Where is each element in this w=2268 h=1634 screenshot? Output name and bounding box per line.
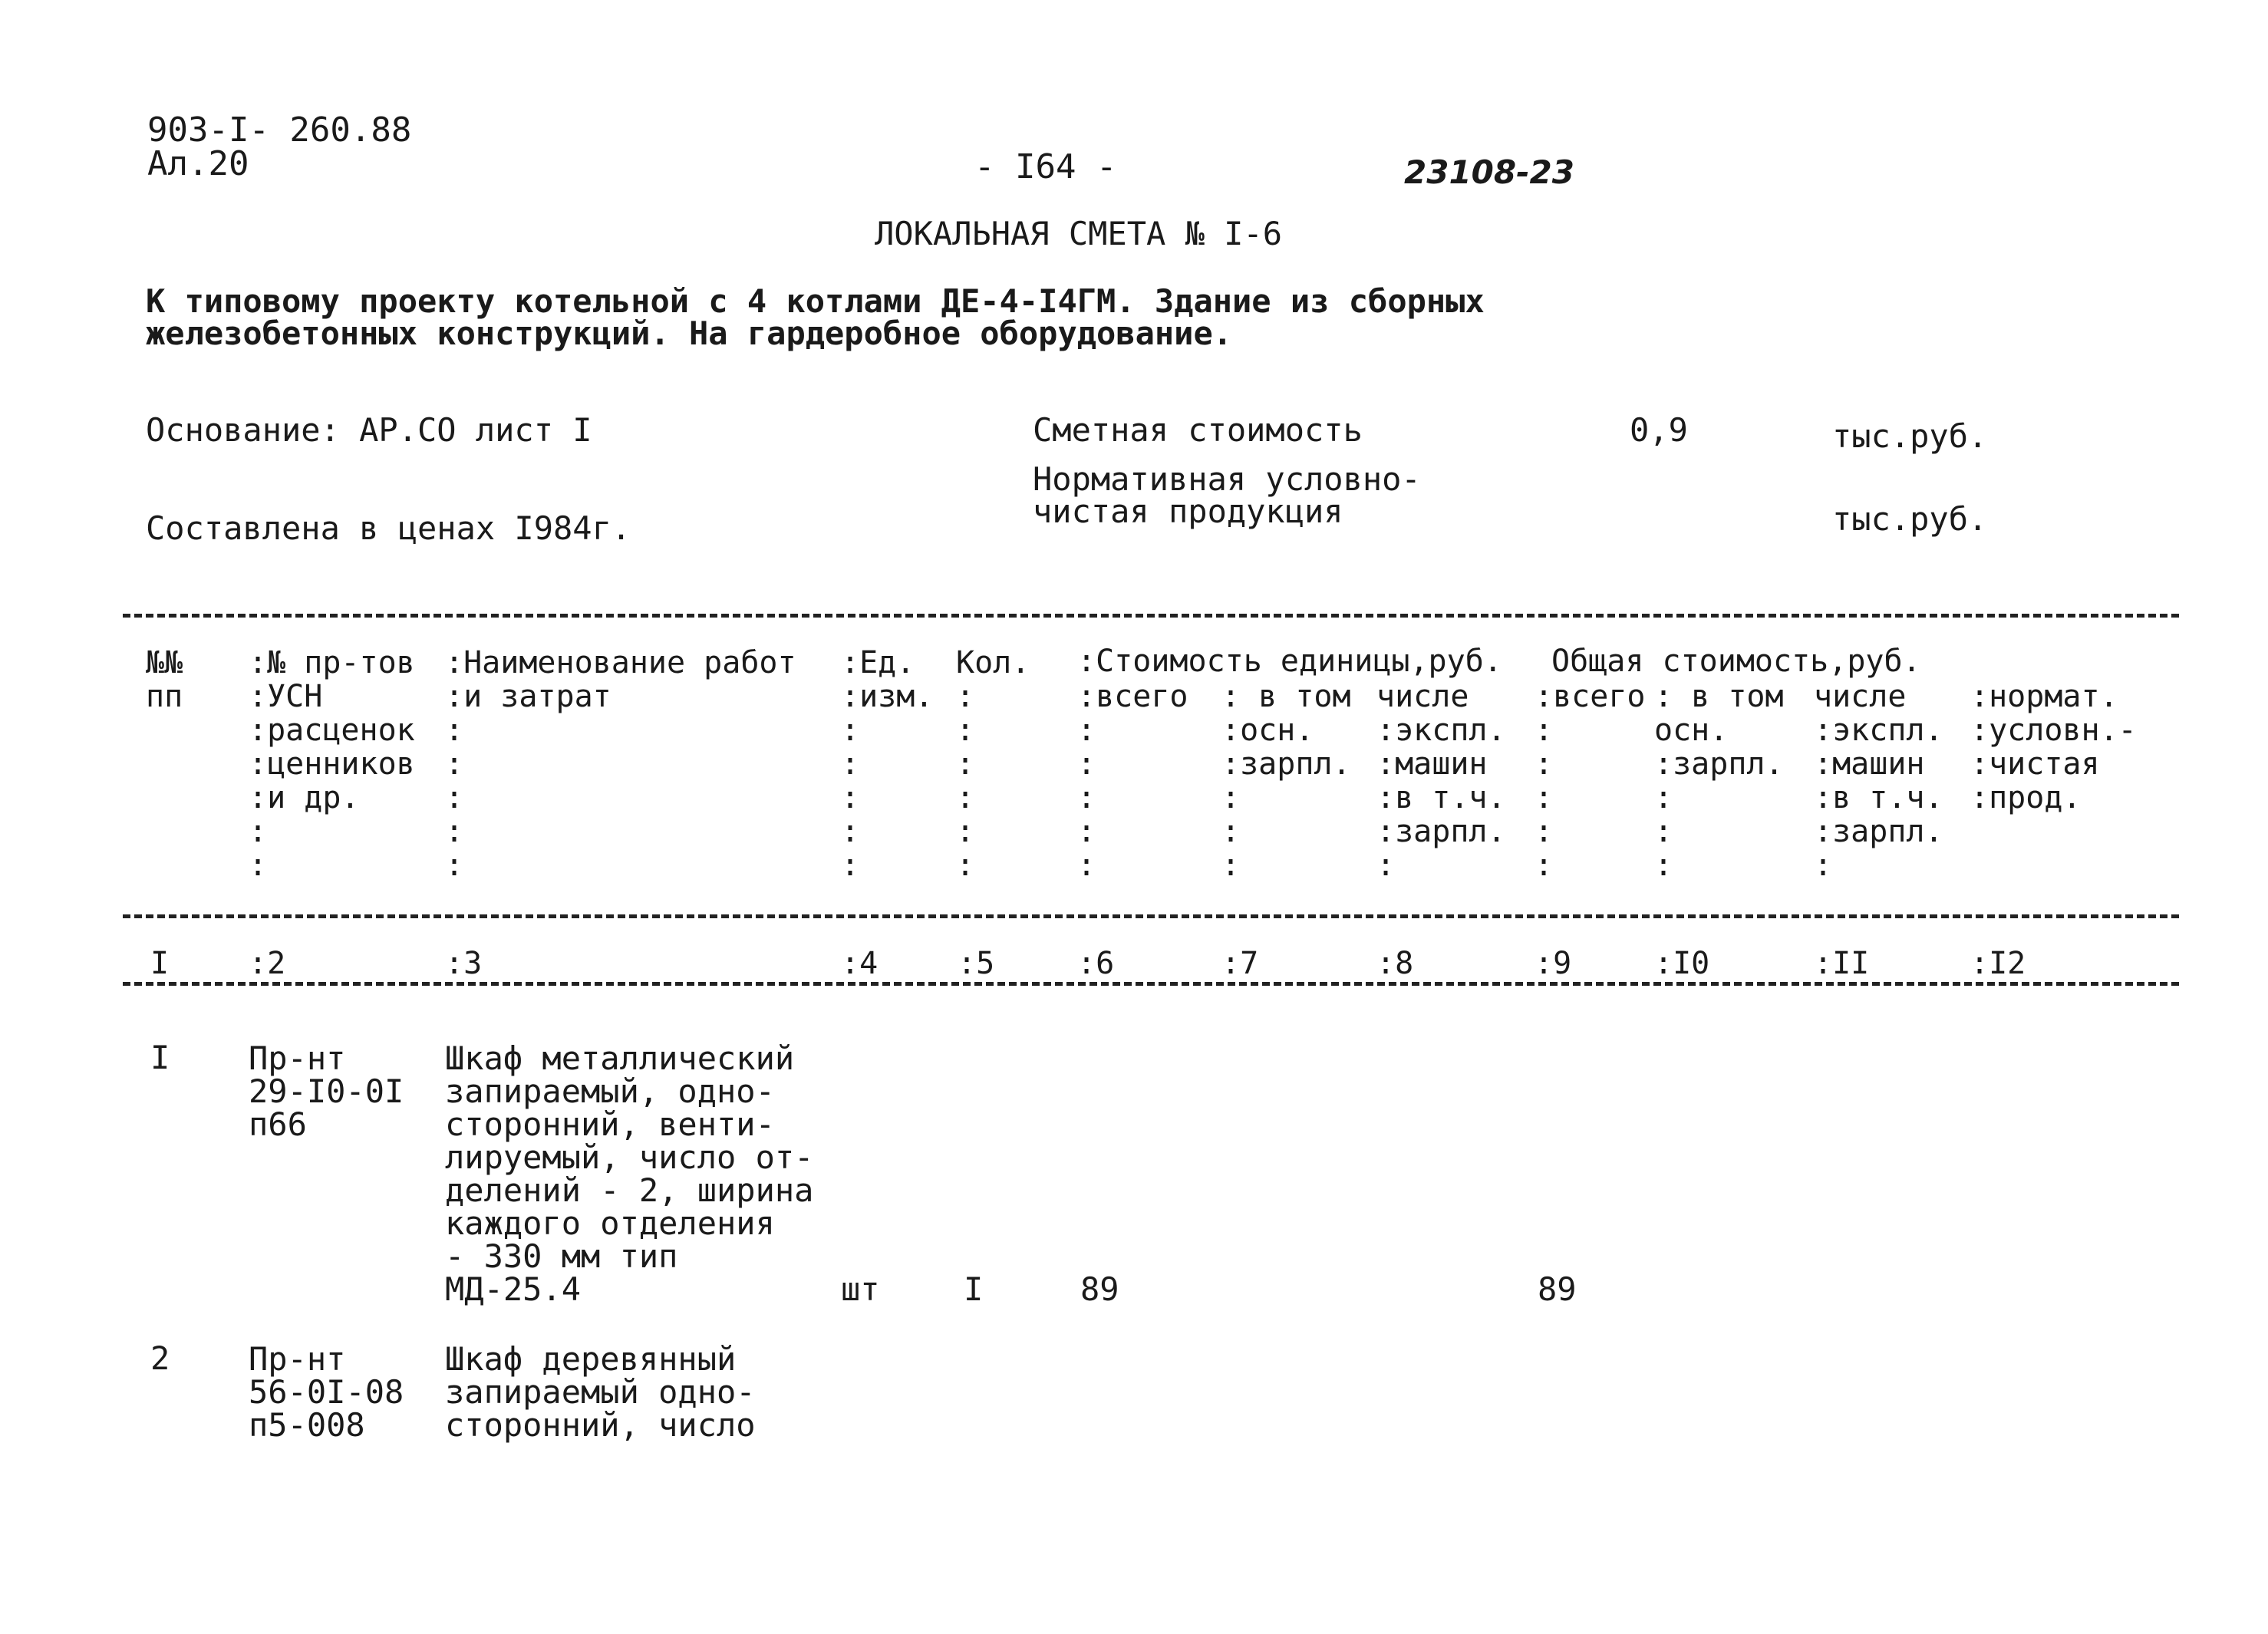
header-col-1: №№ пп	[146, 645, 183, 714]
subtitle-line-1: К типовому проекту котельной с 4 котлами ДЕ-4-I4ГМ. Здание из сборных	[146, 282, 1485, 320]
column-number: :II	[1814, 946, 1870, 981]
header-unit-cost-group: :Стоимость единицы,руб.	[1077, 644, 1502, 679]
normative-unit: тыс.руб.	[1832, 500, 1988, 538]
row-name: Шкаф металлический запираемый, одно- сторонний, венти- лируемый, число от- делений - 2, ширина каждого отделения - 330 мм тип МД-25.4	[445, 1039, 814, 1308]
column-number: :I0	[1654, 946, 1710, 981]
row-number: 2	[150, 1339, 170, 1377]
row-unit-total: 89	[1080, 1270, 1119, 1308]
stamp-number: 23108-23	[1404, 153, 1574, 191]
subtitle-line-2: железобетонных конструкций. На гардеробное оборудование.	[146, 315, 1233, 352]
header-col-11: числе :экспл. :машин :в т.ч. :зарпл. :	[1814, 679, 1943, 883]
header-col-3: :Наименование работ :и затрат : : : : :	[445, 645, 796, 883]
header-col-7: : в том :осн. :зарпл. : : :	[1221, 679, 1351, 883]
header-col-8: числе :экспл. :машин :в т.ч. :зарпл. :	[1376, 679, 1506, 883]
estimated-cost-unit: тыс.руб.	[1832, 417, 1988, 455]
column-number: I	[150, 946, 170, 981]
row-total: 89	[1538, 1270, 1577, 1308]
column-number: :5	[958, 946, 995, 981]
normative-label-line-1: Нормативная условно-	[1033, 460, 1421, 498]
header-col-6: :всего : : : : :	[1077, 679, 1188, 883]
table-top-rule	[123, 614, 2179, 618]
estimated-cost-value: 0,9	[1630, 411, 1688, 449]
header-col-9: :всего : : : : :	[1535, 679, 1646, 883]
page-title: ЛОКАЛЬНАЯ СМЕТА № I-6	[875, 215, 1283, 252]
column-number: :8	[1376, 946, 1414, 981]
column-number: :4	[841, 946, 879, 981]
header-col-10: : в том осн. :зарпл. : : :	[1654, 679, 1784, 883]
column-number: :7	[1221, 946, 1259, 981]
album-number: Ал.20	[147, 144, 249, 183]
column-number: :3	[445, 946, 483, 981]
row-unit: шт	[841, 1270, 880, 1308]
header-col-2: :№ пр-тов :УСН :расценок :ценников :и др. : :	[249, 645, 415, 883]
header-col-4: :Ед. :изм. : : : : :	[841, 645, 934, 883]
page-number: - I64 -	[974, 147, 1117, 186]
normative-label-line-2: чистая продукция	[1033, 493, 1343, 530]
column-number: :2	[249, 946, 286, 981]
header-col-12: :нормат. :условн.- :чистая :прод.	[1970, 679, 2137, 815]
column-number: :9	[1535, 946, 1572, 981]
row-quantity: I	[964, 1270, 984, 1308]
basis-text: Основание: АР.СО лист I	[146, 411, 592, 449]
row-number: I	[150, 1039, 170, 1076]
row-code: Пр-нт 29-I0-0I п66	[249, 1039, 404, 1143]
column-number: :6	[1077, 946, 1115, 981]
document-code: 903-I- 260.88	[147, 110, 412, 150]
table-header-rule	[123, 914, 2179, 918]
header-col-5: Кол. : : : : : :	[956, 645, 1030, 883]
row-name: Шкаф деревянный запираемый одно- сторонний, число	[445, 1340, 756, 1444]
row-code: Пр-нт 56-0I-08 п5-008	[249, 1340, 404, 1444]
estimated-cost-label: Сметная стоимость	[1033, 411, 1363, 449]
header-total-cost-group: Общая стоимость,руб.	[1551, 644, 1921, 679]
column-number: :I2	[1970, 946, 2026, 981]
column-numbers-rule	[123, 982, 2179, 986]
prices-text: Составлена в ценах I984г.	[146, 509, 631, 547]
